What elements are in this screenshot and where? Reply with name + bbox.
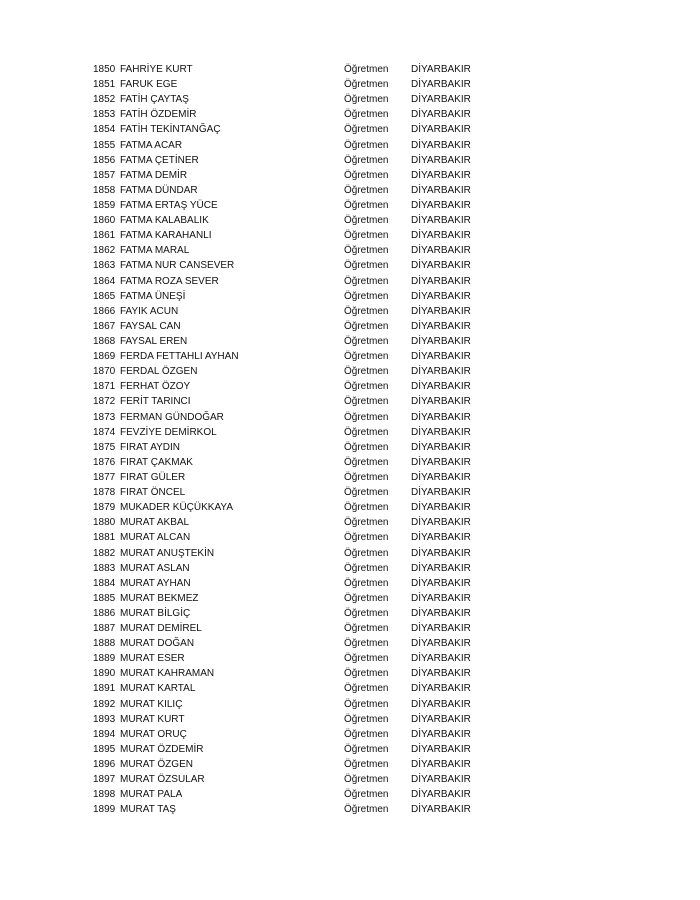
- person-name: FIRAT AYDIN: [120, 441, 181, 453]
- person-name: FATMA ERTAŞ YÜCE: [120, 199, 218, 211]
- list-item: [93, 364, 493, 379]
- person-city: DİYARBAKIR: [411, 154, 471, 166]
- row-number: 1867: [93, 320, 116, 332]
- person-city: DİYARBAKIR: [411, 335, 471, 347]
- row-number: 1877: [93, 471, 116, 483]
- person-city: DİYARBAKIR: [411, 124, 471, 136]
- person-city: DİYARBAKIR: [411, 139, 471, 151]
- row-number: 1871: [93, 381, 116, 393]
- person-city: DİYARBAKIR: [411, 411, 471, 423]
- person-name: FIRAT ÇAKMAK: [120, 456, 193, 468]
- row-number: 1861: [93, 230, 116, 242]
- person-city: DİYARBAKIR: [411, 653, 471, 665]
- person-role: Öğretmen: [344, 471, 389, 483]
- person-name: FARUK EGE: [120, 79, 178, 91]
- person-city: DİYARBAKIR: [411, 366, 471, 378]
- person-role: Öğretmen: [344, 547, 389, 559]
- row-number: 1893: [93, 713, 116, 725]
- person-city: DİYARBAKIR: [411, 668, 471, 680]
- person-role: Öğretmen: [344, 245, 389, 257]
- person-city: DİYARBAKIR: [411, 351, 471, 363]
- list-item: [93, 787, 493, 802]
- list-item: [93, 621, 493, 636]
- person-city: DİYARBAKIR: [411, 623, 471, 635]
- person-role: Öğretmen: [344, 743, 389, 755]
- row-number: 1889: [93, 653, 116, 665]
- list-item: [93, 304, 493, 319]
- list-item: [93, 681, 493, 696]
- person-name: MURAT ALCAN: [120, 532, 191, 544]
- list-item: [93, 742, 493, 757]
- person-city: DİYARBAKIR: [411, 547, 471, 559]
- person-city: DİYARBAKIR: [411, 698, 471, 710]
- row-number: 1890: [93, 668, 116, 680]
- row-number: 1862: [93, 245, 116, 257]
- row-number: 1886: [93, 607, 116, 619]
- list-item: [93, 77, 493, 92]
- person-role: Öğretmen: [344, 290, 389, 302]
- person-name: FATMA KALABALIK: [120, 215, 209, 227]
- person-name: MURAT PALA: [120, 789, 183, 801]
- list-item: [93, 802, 493, 817]
- list-item: [93, 546, 493, 561]
- person-role: Öğretmen: [344, 260, 389, 272]
- person-name: FERİT TARINCI: [120, 396, 191, 408]
- person-city: DİYARBAKIR: [411, 320, 471, 332]
- person-city: DİYARBAKIR: [411, 290, 471, 302]
- list-item: [93, 666, 493, 681]
- row-number: 1870: [93, 366, 116, 378]
- row-number: 1874: [93, 426, 116, 438]
- person-city: DİYARBAKIR: [411, 94, 471, 106]
- person-city: DİYARBAKIR: [411, 396, 471, 408]
- person-role: Öğretmen: [344, 653, 389, 665]
- person-name: MURAT ÖZDEMİR: [120, 743, 204, 755]
- row-number: 1896: [93, 759, 116, 771]
- list-item: [93, 712, 493, 727]
- person-role: Öğretmen: [344, 517, 389, 529]
- row-number: 1882: [93, 547, 116, 559]
- person-name: FATMA ÜNEŞİ: [120, 290, 186, 302]
- person-city: DİYARBAKIR: [411, 230, 471, 242]
- list-item: [93, 515, 493, 530]
- row-number: 1899: [93, 804, 116, 816]
- person-role: Öğretmen: [344, 335, 389, 347]
- person-role: Öğretmen: [344, 124, 389, 136]
- person-name: FATİH TEKİNTANĞAÇ: [120, 124, 221, 136]
- list-item: [93, 153, 493, 168]
- list-item: [93, 92, 493, 107]
- person-name: FAYSAL EREN: [120, 335, 188, 347]
- person-role: Öğretmen: [344, 275, 389, 287]
- person-city: DİYARBAKIR: [411, 804, 471, 816]
- person-city: DİYARBAKIR: [411, 683, 471, 695]
- person-name: MURAT AYHAN: [120, 577, 191, 589]
- person-name: FATMA ROZA SEVER: [120, 275, 219, 287]
- list-item: [93, 651, 493, 666]
- person-name: MURAT DEMİREL: [120, 623, 202, 635]
- list-item: [93, 440, 493, 455]
- person-name: FAYSAL CAN: [120, 320, 181, 332]
- person-city: DİYARBAKIR: [411, 517, 471, 529]
- person-role: Öğretmen: [344, 562, 389, 574]
- list-item: [93, 213, 493, 228]
- row-number: 1856: [93, 154, 116, 166]
- row-number: 1894: [93, 728, 116, 740]
- person-role: Öğretmen: [344, 305, 389, 317]
- row-number: 1860: [93, 215, 116, 227]
- person-city: DİYARBAKIR: [411, 532, 471, 544]
- list-item: [93, 470, 493, 485]
- person-name: MURAT BEKMEZ: [120, 592, 199, 604]
- row-number: 1859: [93, 199, 116, 211]
- list-item: [93, 122, 493, 137]
- person-role: Öğretmen: [344, 607, 389, 619]
- person-name: FATİH ÇAYTAŞ: [120, 94, 189, 106]
- person-name: MURAT AKBAL: [120, 517, 190, 529]
- row-number: 1868: [93, 335, 116, 347]
- list-item: [93, 394, 493, 409]
- person-city: DİYARBAKIR: [411, 441, 471, 453]
- row-number: 1872: [93, 396, 116, 408]
- row-number: 1887: [93, 623, 116, 635]
- list-item: [93, 334, 493, 349]
- person-name: MURAT KURT: [120, 713, 185, 725]
- person-city: DİYARBAKIR: [411, 713, 471, 725]
- person-role: Öğretmen: [344, 638, 389, 650]
- person-role: Öğretmen: [344, 411, 389, 423]
- row-number: 1852: [93, 94, 116, 106]
- list-item: [93, 727, 493, 742]
- person-role: Öğretmen: [344, 728, 389, 740]
- person-name: FATİH ÖZDEMİR: [120, 109, 197, 121]
- list-item: [93, 561, 493, 576]
- person-role: Öğretmen: [344, 426, 389, 438]
- person-city: DİYARBAKIR: [411, 169, 471, 181]
- row-number: 1869: [93, 351, 116, 363]
- person-city: DİYARBAKIR: [411, 577, 471, 589]
- list-item: [93, 606, 493, 621]
- person-city: DİYARBAKIR: [411, 562, 471, 574]
- row-number: 1895: [93, 743, 116, 755]
- person-city: DİYARBAKIR: [411, 592, 471, 604]
- person-city: DİYARBAKIR: [411, 199, 471, 211]
- person-name: MURAT ÖZGEN: [120, 759, 193, 771]
- person-name: MUKADER KÜÇÜKKAYA: [120, 502, 233, 514]
- row-number: 1863: [93, 260, 116, 272]
- row-number: 1876: [93, 456, 116, 468]
- list-item: [93, 243, 493, 258]
- person-name: MURAT ANUŞTEKİN: [120, 547, 215, 559]
- list-item: [93, 425, 493, 440]
- person-role: Öğretmen: [344, 215, 389, 227]
- person-name: MURAT KARTAL: [120, 683, 196, 695]
- person-role: Öğretmen: [344, 668, 389, 680]
- list-item: [93, 485, 493, 500]
- list-item: [93, 772, 493, 787]
- person-role: Öğretmen: [344, 759, 389, 771]
- person-role: Öğretmen: [344, 64, 389, 75]
- person-name: MURAT TAŞ: [120, 804, 176, 816]
- person-city: DİYARBAKIR: [411, 426, 471, 438]
- person-city: DİYARBAKIR: [411, 260, 471, 272]
- person-role: Öğretmen: [344, 623, 389, 635]
- row-number: 1881: [93, 532, 116, 544]
- list-item: [93, 258, 493, 273]
- person-role: Öğretmen: [344, 698, 389, 710]
- person-name: MURAT KAHRAMAN: [120, 668, 215, 680]
- list-item: [93, 410, 493, 425]
- list-item: [93, 319, 493, 334]
- person-city: DİYARBAKIR: [411, 759, 471, 771]
- list-item: [93, 62, 493, 77]
- person-city: DİYARBAKIR: [411, 607, 471, 619]
- list-item: [93, 455, 493, 470]
- list-item: [93, 697, 493, 712]
- list-item: [93, 138, 493, 153]
- person-role: Öğretmen: [344, 154, 389, 166]
- person-role: Öğretmen: [344, 456, 389, 468]
- person-role: Öğretmen: [344, 366, 389, 378]
- row-number: 1891: [93, 683, 116, 695]
- list-item: [93, 107, 493, 122]
- person-name: MURAT ASLAN: [120, 562, 190, 574]
- person-name: FIRAT ÖNCEL: [120, 487, 186, 499]
- row-number: 1873: [93, 411, 116, 423]
- person-role: Öğretmen: [344, 169, 389, 181]
- person-city: DİYARBAKIR: [411, 774, 471, 786]
- person-city: DİYARBAKIR: [411, 245, 471, 257]
- row-number: 1875: [93, 441, 116, 453]
- person-city: DİYARBAKIR: [411, 215, 471, 227]
- person-name: FERDAL ÖZGEN: [120, 366, 198, 378]
- person-role: Öğretmen: [344, 487, 389, 499]
- person-name: MURAT BİLGİÇ: [120, 607, 191, 619]
- person-role: Öğretmen: [344, 396, 389, 408]
- row-number: 1880: [93, 517, 116, 529]
- row-number: 1883: [93, 562, 116, 574]
- list-item: [93, 591, 493, 606]
- person-role: Öğretmen: [344, 79, 389, 91]
- person-role: Öğretmen: [344, 683, 389, 695]
- person-role: Öğretmen: [344, 532, 389, 544]
- row-number: 1898: [93, 789, 116, 801]
- person-role: Öğretmen: [344, 774, 389, 786]
- person-role: Öğretmen: [344, 320, 389, 332]
- list-item: [93, 198, 493, 213]
- row-number: 1878: [93, 487, 116, 499]
- list-item: [93, 636, 493, 651]
- person-city: DİYARBAKIR: [411, 184, 471, 196]
- person-city: DİYARBAKIR: [411, 502, 471, 514]
- row-number: 1866: [93, 305, 116, 317]
- row-number: 1885: [93, 592, 116, 604]
- person-name: FATMA DEMİR: [120, 169, 188, 181]
- person-name: FATMA NUR CANSEVER: [120, 260, 235, 272]
- person-city: DİYARBAKIR: [411, 79, 471, 91]
- person-name: MURAT ESER: [120, 653, 185, 665]
- list-item: [93, 757, 493, 772]
- person-name: FERHAT ÖZOY: [120, 381, 191, 393]
- person-city: DİYARBAKIR: [411, 305, 471, 317]
- person-city: DİYARBAKIR: [411, 381, 471, 393]
- person-name: MURAT DOĞAN: [120, 638, 195, 650]
- person-role: Öğretmen: [344, 199, 389, 211]
- person-name: FATMA MARAL: [120, 245, 190, 257]
- person-city: DİYARBAKIR: [411, 275, 471, 287]
- person-role: Öğretmen: [344, 502, 389, 514]
- person-name: FATMA DÜNDAR: [120, 184, 198, 196]
- list-item: [93, 274, 493, 289]
- person-name: FAYIK ACUN: [120, 305, 179, 317]
- person-city: DİYARBAKIR: [411, 64, 471, 75]
- person-city: DİYARBAKIR: [411, 638, 471, 650]
- person-role: Öğretmen: [344, 804, 389, 816]
- person-role: Öğretmen: [344, 351, 389, 363]
- list-item: [93, 349, 493, 364]
- person-role: Öğretmen: [344, 139, 389, 151]
- person-city: DİYARBAKIR: [411, 487, 471, 499]
- row-number: 1879: [93, 502, 116, 514]
- person-role: Öğretmen: [344, 592, 389, 604]
- person-role: Öğretmen: [344, 713, 389, 725]
- person-city: DİYARBAKIR: [411, 743, 471, 755]
- person-city: DİYARBAKIR: [411, 789, 471, 801]
- personnel-list: [93, 62, 493, 817]
- person-city: DİYARBAKIR: [411, 471, 471, 483]
- list-item: [93, 289, 493, 304]
- person-name: MURAT KILIÇ: [120, 698, 183, 710]
- person-role: Öğretmen: [344, 94, 389, 106]
- list-item: [93, 379, 493, 394]
- row-number: 1855: [93, 139, 116, 151]
- row-number: 1888: [93, 638, 116, 650]
- person-role: Öğretmen: [344, 230, 389, 242]
- person-name: MURAT ORUÇ: [120, 728, 187, 740]
- person-role: Öğretmen: [344, 109, 389, 121]
- row-number: 1897: [93, 774, 116, 786]
- person-city: DİYARBAKIR: [411, 456, 471, 468]
- list-item: [93, 228, 493, 243]
- row-number: 1858: [93, 184, 116, 196]
- person-role: Öğretmen: [344, 381, 389, 393]
- person-role: Öğretmen: [344, 789, 389, 801]
- list-item: [93, 530, 493, 545]
- list-item: [93, 183, 493, 198]
- row-number: 1850: [93, 64, 116, 75]
- person-name: FATMA KARAHANLI: [120, 230, 212, 242]
- row-number: 1857: [93, 169, 116, 181]
- list-item: [93, 168, 493, 183]
- row-number: 1854: [93, 124, 116, 136]
- row-number: 1864: [93, 275, 116, 287]
- person-city: DİYARBAKIR: [411, 109, 471, 121]
- row-number: 1884: [93, 577, 116, 589]
- person-name: FEVZİYE DEMİRKOL: [120, 426, 217, 438]
- person-name: FIRAT GÜLER: [120, 471, 186, 483]
- row-number: 1851: [93, 79, 116, 91]
- person-name: FERMAN GÜNDOĞAR: [120, 411, 224, 423]
- row-number: 1865: [93, 290, 116, 302]
- person-role: Öğretmen: [344, 441, 389, 453]
- person-name: FATMA ACAR: [120, 139, 183, 151]
- person-name: FAHRİYE KURT: [120, 64, 193, 75]
- person-name: FATMA ÇETİNER: [120, 154, 199, 166]
- person-name: MURAT ÖZSULAR: [120, 774, 205, 786]
- row-number: 1892: [93, 698, 116, 710]
- person-role: Öğretmen: [344, 577, 389, 589]
- list-item: [93, 576, 493, 591]
- list-item: [93, 500, 493, 515]
- person-name: FERDA FETTAHLI AYHAN: [120, 351, 239, 363]
- person-city: DİYARBAKIR: [411, 728, 471, 740]
- person-role: Öğretmen: [344, 184, 389, 196]
- row-number: 1853: [93, 109, 116, 121]
